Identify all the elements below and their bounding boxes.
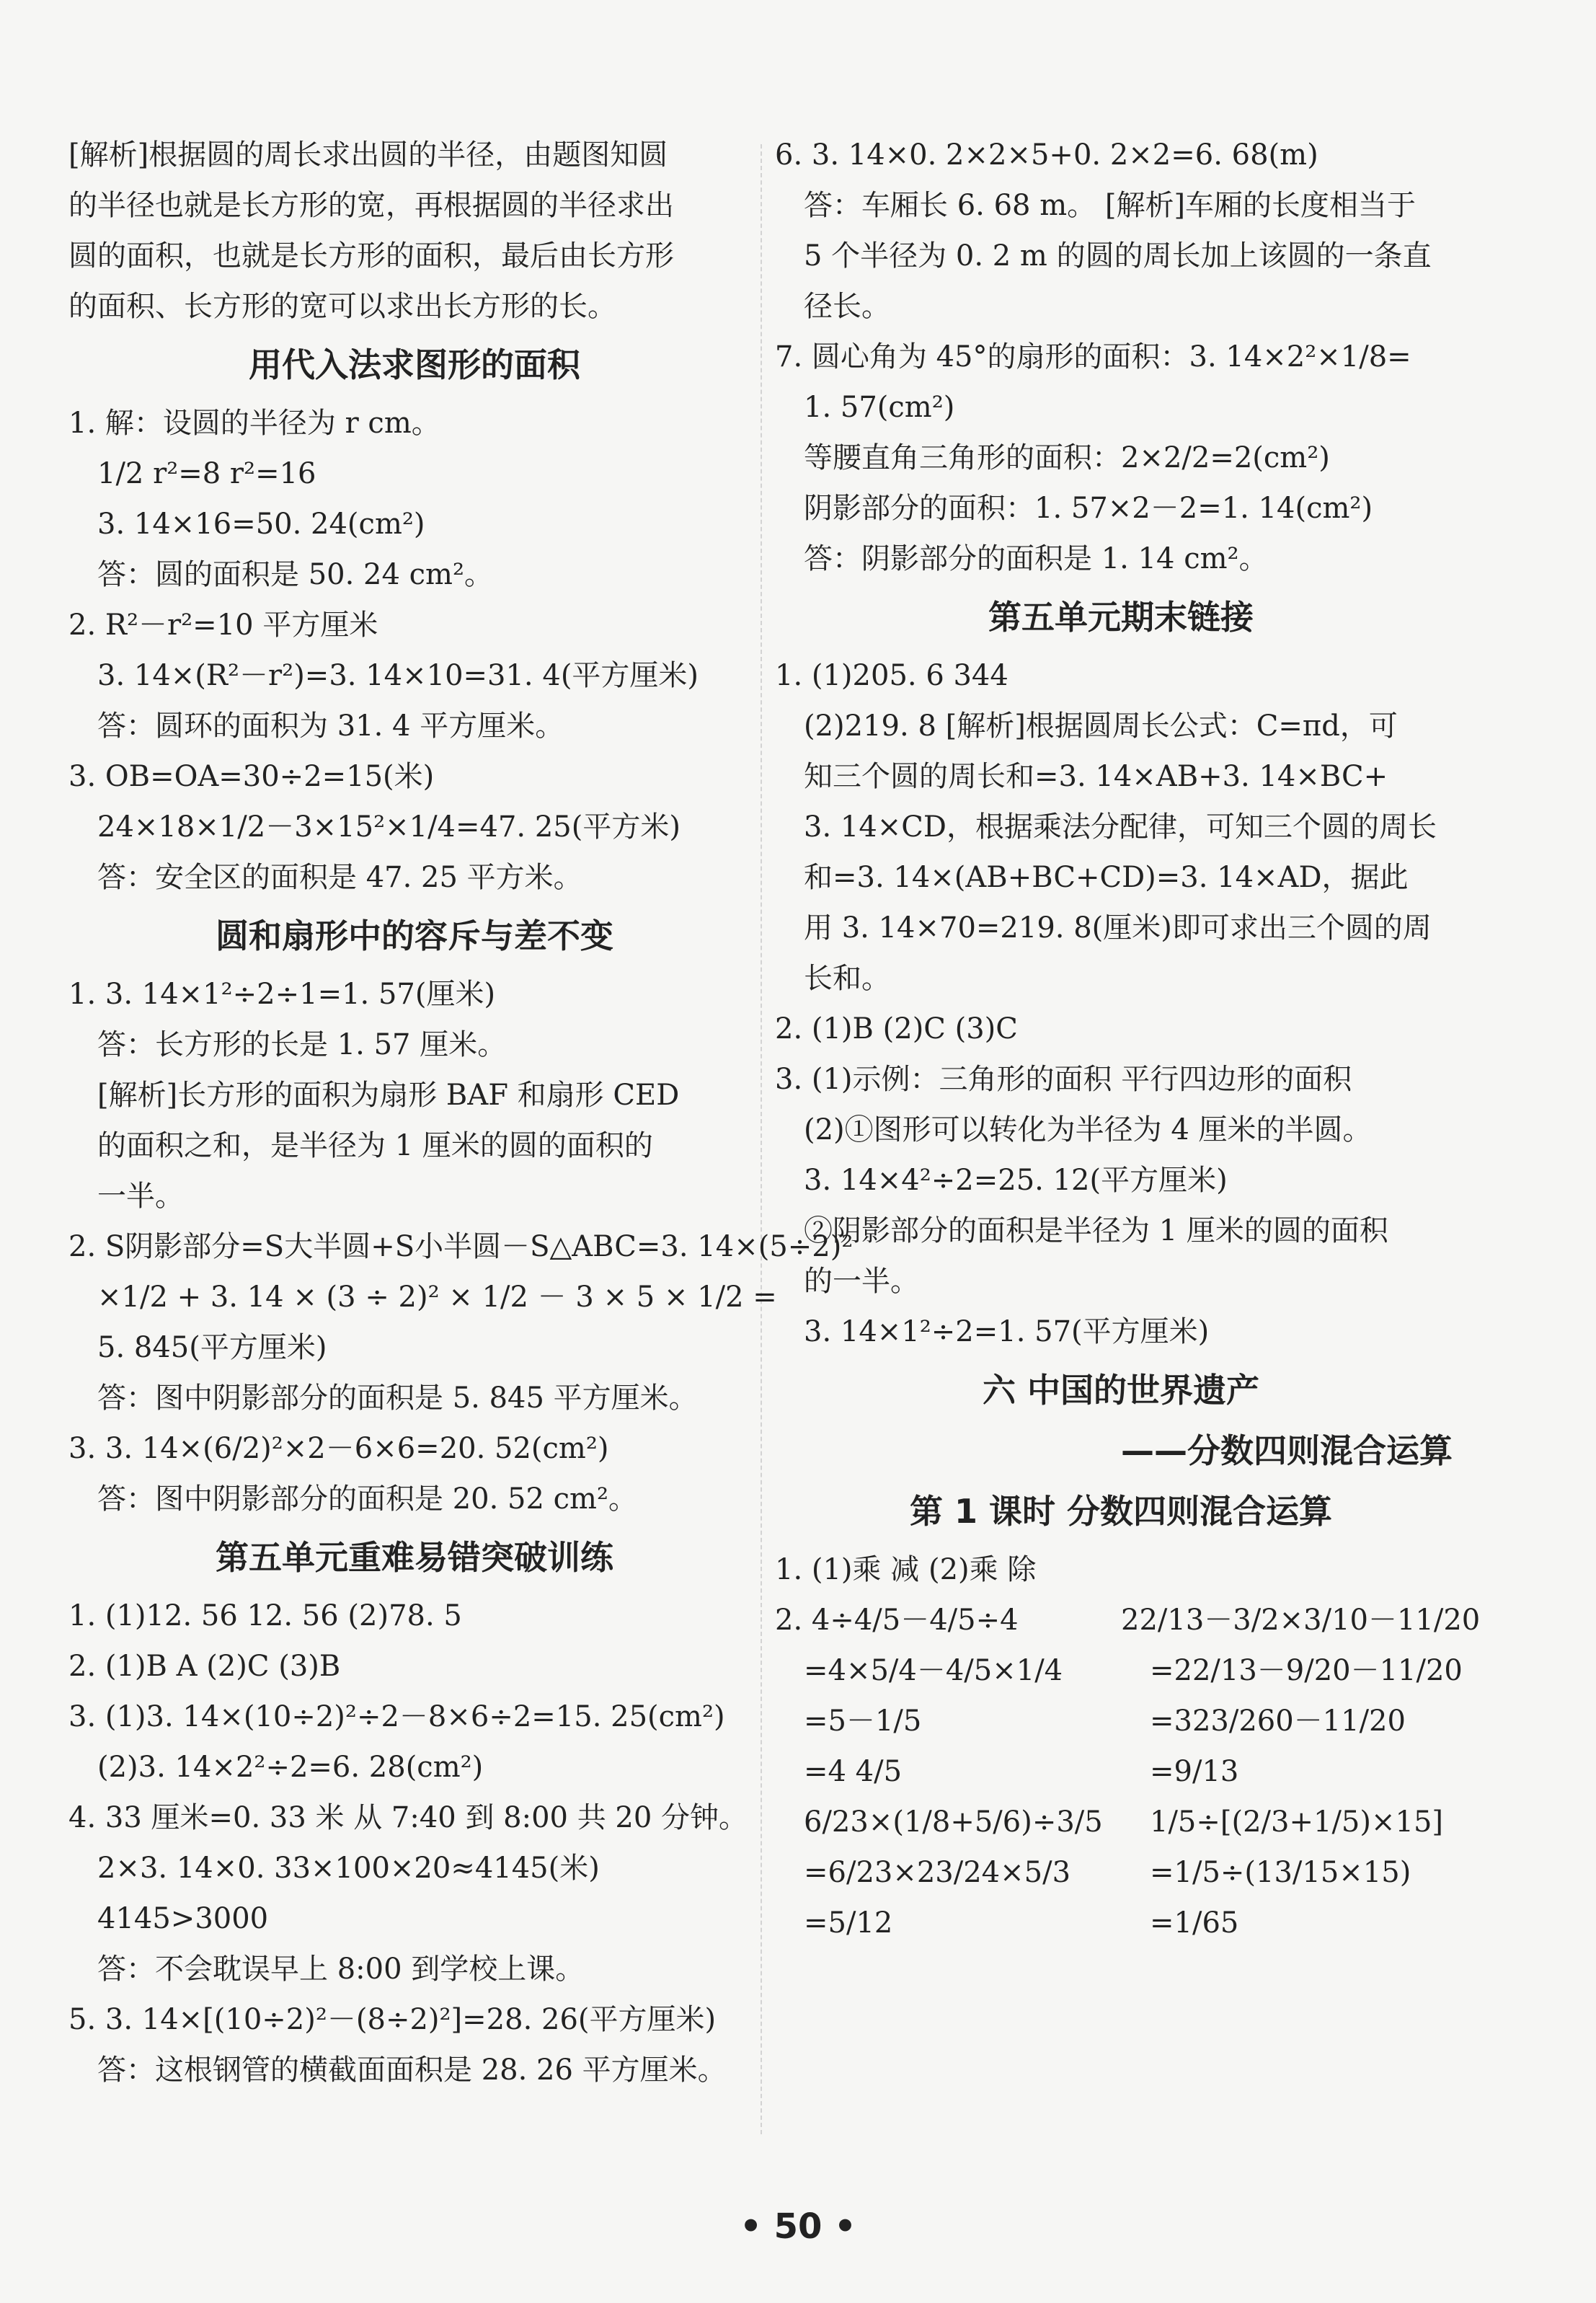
answer-line: 1. (1)12. 56 12. 56 (2)78. 5: [68, 1599, 462, 1632]
page-number: • 50 •: [740, 2206, 856, 2247]
calc-step: =323/260－11/20: [1150, 1705, 1406, 1738]
analysis-line: 长和。: [804, 962, 890, 995]
answer-line: 3. 14×(R²－r²)=3. 14×10=31. 4(平方厘米): [97, 659, 699, 692]
answer-line: 3. 14×1²÷2=1. 57(平方厘米): [804, 1315, 1210, 1348]
analysis-line: 5 个半径为 0. 2 m 的圆的周长加上该圆的一条直: [804, 239, 1432, 273]
answer-line: 1. (1)205. 6 344: [775, 659, 1008, 692]
answer-line: 5. 3. 14×[(10÷2)²－(8÷2)²]=28. 26(平方厘米): [68, 2003, 717, 2036]
answer-line: 5. 845(平方厘米): [97, 1331, 327, 1364]
answer-line: 1/2 r²=8 r²=16: [97, 457, 316, 490]
calc-step: =22/13－9/20－11/20: [1150, 1654, 1463, 1687]
analysis-line: [解析]长方形的面积为扇形 BAF 和扇形 CED: [97, 1079, 680, 1112]
answer-line: ×1/2 + 3. 14 × (3 ÷ 2)² × 1/2 － 3 × 5 × 1/2 =: [97, 1281, 777, 1314]
analysis-line: 3. 14×CD，根据乘法分配律，可知三个圆的周长: [804, 810, 1437, 844]
analysis-line: 知三个圆的周长和=3. 14×AB+3. 14×BC+: [804, 760, 1388, 793]
right-column: [775, 130, 1481, 1948]
calc-step: =1/65: [1150, 1906, 1239, 1940]
calc-step: 6/23×(1/8+5/6)÷3/5: [804, 1805, 1103, 1839]
answer-line: 答：长方形的长是 1. 57 厘米。: [97, 1028, 507, 1061]
answer-line: 2×3. 14×0. 33×100×20≈4145(米): [97, 1852, 600, 1885]
answer-line: 7. 圆心角为 45°的扇形的面积：3. 14×2²×1/8=: [775, 340, 1411, 373]
calc-step: =9/13: [1150, 1755, 1239, 1788]
chapter-subtitle: ——分数四则混合运算: [1121, 1431, 1453, 1470]
answer-line: 2. R²－r²=10 平方厘米: [68, 609, 378, 642]
answer-line: 24×18×1/2－3×15²×1/4=47. 25(平方米): [97, 810, 680, 844]
answer-line: (2)3. 14×2²÷2=6. 28(cm²): [97, 1751, 484, 1784]
answer-line: 3. 14×16=50. 24(cm²): [97, 508, 425, 541]
answer-line: 答：这根钢管的横截面面积是 28. 26 平方厘米。: [97, 2054, 727, 2087]
analysis-line: [解析]根据圆的周长求出圆的半径，由题图知圆: [68, 138, 668, 172]
answer-line: 答：不会耽误早上 8:00 到学校上课。: [97, 1953, 585, 1986]
answer-line: 阴影部分的面积：1. 57×2－2=1. 14(cm²): [804, 492, 1373, 525]
section-heading: 圆和扇形中的容斥与差不变: [216, 916, 613, 955]
section-heading: 第五单元重难易错突破训练: [216, 1538, 613, 1577]
calc-step: =4×5/4－4/5×1/4: [804, 1654, 1063, 1687]
calc-step: =5－1/5: [804, 1705, 922, 1738]
calc-step: =5/12: [804, 1906, 893, 1940]
analysis-line: 径长。: [804, 290, 890, 323]
column-divider: [761, 144, 762, 2134]
answer-line: 1. 57(cm²): [804, 391, 955, 424]
answer-line: 3. 3. 14×(6/2)²×2－6×6=20. 52(cm²): [68, 1432, 609, 1465]
answer-line: (2)219. 8 [解析]根据圆周长公式：C=πd，可: [804, 710, 1398, 743]
answer-line: 答：阴影部分的面积是 1. 14 cm²。: [804, 542, 1268, 575]
answer-line: 答：图中阴影部分的面积是 5. 845 平方厘米。: [97, 1382, 698, 1415]
calculation-grid: [775, 1595, 1481, 1948]
answer-line: 2. (1)B (2)C (3)C: [775, 1012, 1018, 1046]
analysis-line: 用 3. 14×70=219. 8(厘米)即可求出三个圆的周: [804, 911, 1432, 945]
answer-line: 答：圆的面积是 50. 24 cm²。: [97, 558, 494, 591]
answer-line: 3. 14×4²÷2=25. 12(平方厘米): [804, 1164, 1228, 1197]
analysis-line: 圆的面积，也就是长方形的面积，最后由长方形: [68, 239, 674, 273]
analysis-line: 的面积、长方形的宽可以求出长方形的长。: [68, 290, 616, 323]
calc-step: 2. 4÷4/5－4/5÷4: [775, 1604, 1019, 1637]
analysis-line: 一半。: [97, 1180, 184, 1213]
answer-line: 4145>3000: [97, 1902, 269, 1935]
answer-line: 答：安全区的面积是 47. 25 平方米。: [97, 861, 582, 894]
answer-line: 3. (1)示例：三角形的面积 平行四边形的面积: [775, 1063, 1352, 1096]
answer-line: 等腰直角三角形的面积：2×2/2=2(cm²): [804, 441, 1330, 474]
answer-line: (2)①图形可以转化为半径为 4 厘米的半圆。: [804, 1113, 1372, 1146]
analysis-line: 的面积之和，是半径为 1 厘米的圆的面积的: [97, 1129, 653, 1162]
answer-line: 1. (1)乘 减 (2)乘 除: [775, 1553, 1037, 1586]
answer-line: 2. S阴影部分=S大半圆+S小半圆－S△ABC=3. 14×(5÷2)²: [68, 1230, 854, 1263]
answer-line: 1. 解：设圆的半径为 r cm。: [68, 407, 440, 440]
answer-line: 答：图中阴影部分的面积是 20. 52 cm²。: [97, 1482, 638, 1516]
calc-step: =6/23×23/24×5/3: [804, 1856, 1071, 1889]
answer-line: 3. OB=OA=30÷2=15(米): [68, 760, 435, 793]
answer-line: 的一半。: [804, 1265, 919, 1298]
analysis-line: 的半径也就是长方形的宽，再根据圆的半径求出: [68, 189, 674, 222]
section-heading: 用代入法求图形的面积: [249, 345, 580, 384]
answer-line: ②阴影部分的面积是半径为 1 厘米的圆的面积: [804, 1214, 1388, 1247]
answer-line: 答：车厢长 6. 68 m。 [解析]车厢的长度相当于: [804, 189, 1417, 222]
answer-line: 2. (1)B A (2)C (3)B: [68, 1650, 341, 1683]
section-heading: 第五单元期末链接: [988, 598, 1254, 637]
answer-line: 4. 33 厘米=0. 33 米 从 7:40 到 8:00 共 20 分钟。: [68, 1801, 748, 1834]
calc-step: 1/5÷[(2/3+1/5)×15]: [1150, 1805, 1443, 1839]
calc-step: =1/5÷(13/15×15): [1150, 1856, 1411, 1889]
answer-line: 1. 3. 14×1²÷2÷1=1. 57(厘米): [68, 978, 496, 1011]
lesson-title: 第 1 课时 分数四则混合运算: [909, 1492, 1333, 1531]
chapter-title: 六 中国的世界遗产: [982, 1371, 1259, 1410]
calc-step: 22/13－3/2×3/10－11/20: [1121, 1604, 1481, 1637]
answer-line: 答：圆环的面积为 31. 4 平方厘米。: [97, 710, 564, 743]
answer-line: 3. (1)3. 14×(10÷2)²÷2－8×6÷2=15. 25(cm²): [68, 1700, 725, 1733]
calc-step: =4 4/5: [804, 1755, 903, 1788]
answer-line: 6. 3. 14×0. 2×2×5+0. 2×2=6. 68(m): [775, 138, 1318, 172]
analysis-line: 和=3. 14×(AB+BC+CD)=3. 14×AD，据此: [804, 861, 1409, 894]
